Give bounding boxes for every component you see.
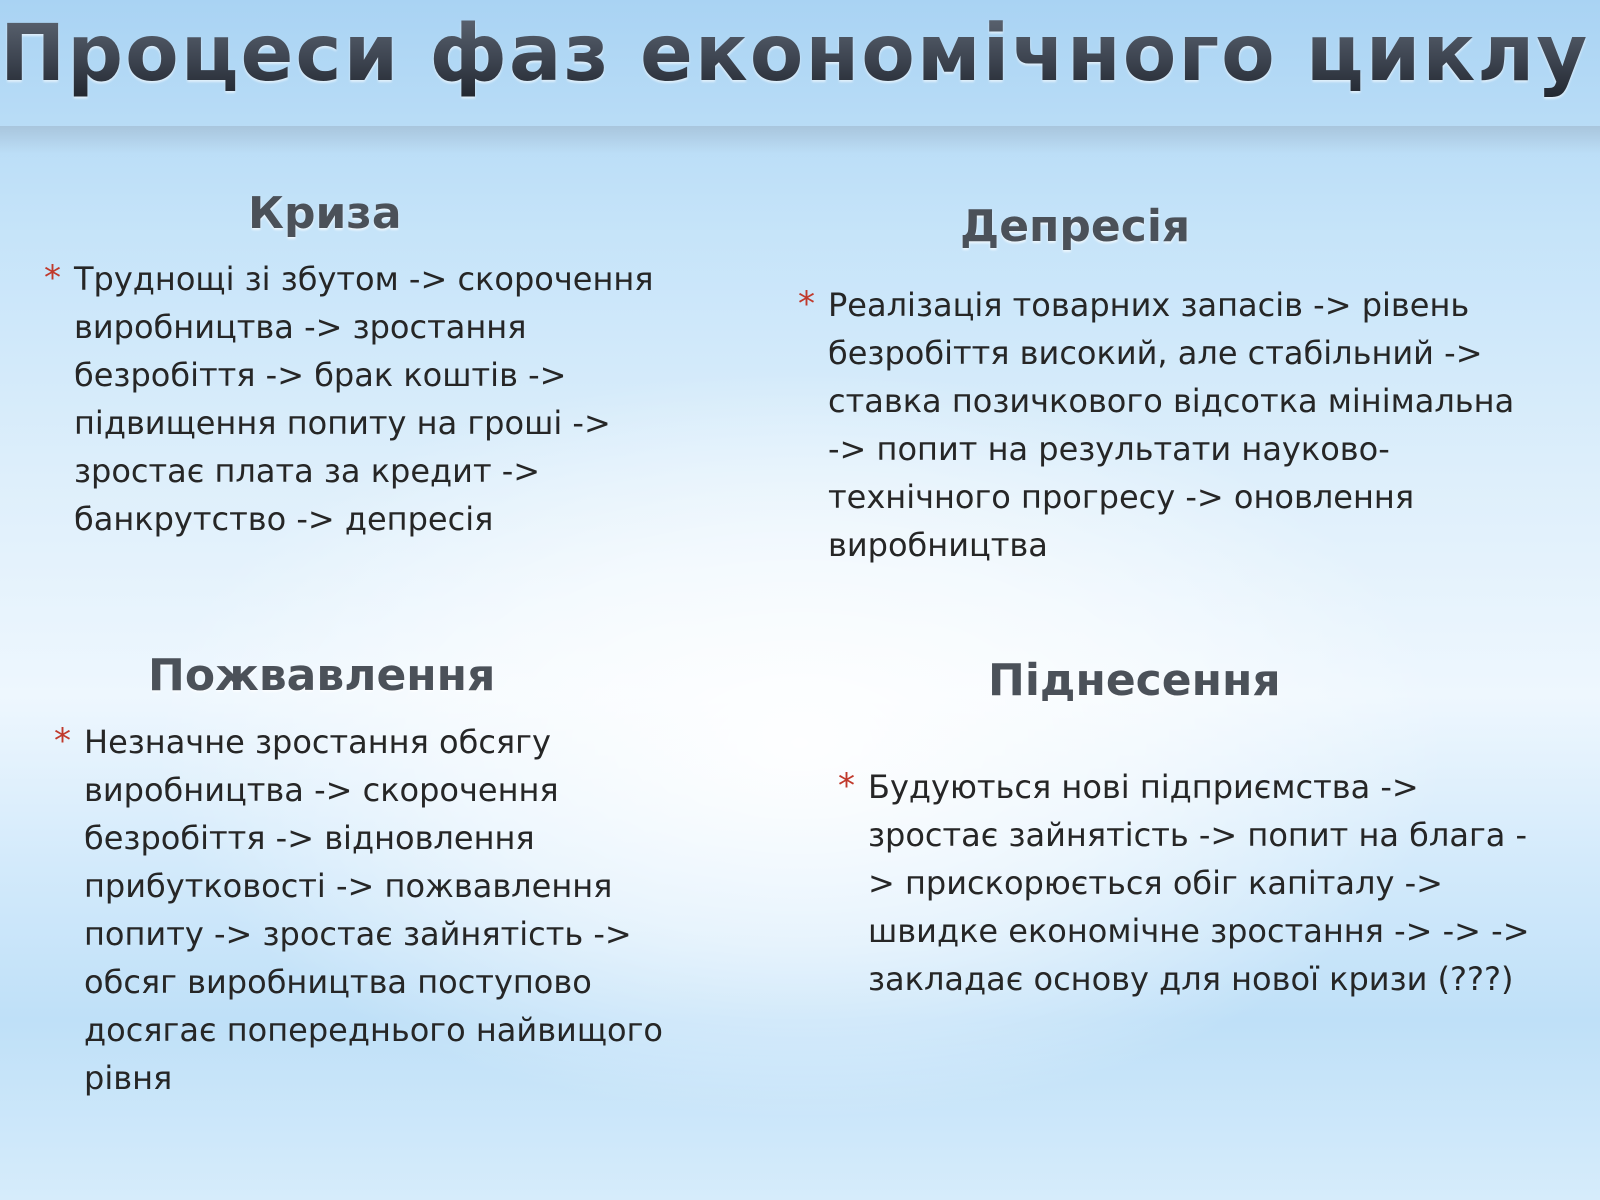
- phase-text-recovery: Незначне зростання обсягу виробництва -> скорочення безробіття -> відновлення прибутковості -> пожвавлення попиту -> зростає зайнятість -> обсяг виробництва поступово досягає попереднього найвищого рівня: [84, 723, 663, 1097]
- phase-bullet-depression: [798, 281, 1538, 569]
- phase-heading-crisis: Криза: [248, 188, 402, 239]
- phase-bullet-crisis: [44, 255, 684, 543]
- phase-heading-recovery: Пожвавлення: [148, 650, 496, 701]
- bullet-asterisk-icon: *: [798, 284, 815, 324]
- phase-text-depression: Реалізація товарних запасів -> рівень безробіття високий, але стабільний -> ставка позичкового відсотка мінімальна -> попит на результати науково-технічного прогресу -> оновлення виробництва: [828, 286, 1515, 564]
- phase-bullet-recovery: [54, 718, 714, 1102]
- phase-text-crisis: Труднощі зі збутом -> скорочення виробництва -> зростання безробіття -> брак коштів -> підвищення попиту на гроші -> зростає плата за кредит -> банкрутство -> депресія: [74, 260, 654, 538]
- phase-heading-boom: Піднесення: [988, 655, 1281, 706]
- title-reflection: [0, 126, 1600, 154]
- phase-text-boom: Будуються нові підприємства -> зростає зайнятість -> попит на блага -> прискорюється обіг капіталу -> швидке економічне зростання -> -> -> закладає основу для нової кризи (???): [868, 768, 1530, 998]
- phase-heading-depression: Депресія: [960, 201, 1191, 252]
- bullet-asterisk-icon: *: [838, 766, 855, 806]
- bullet-asterisk-icon: *: [54, 721, 71, 761]
- bullet-asterisk-icon: *: [44, 258, 61, 298]
- slide-title: Процеси фаз економічного циклу: [0, 8, 1600, 102]
- phase-bullet-boom: [838, 763, 1538, 1003]
